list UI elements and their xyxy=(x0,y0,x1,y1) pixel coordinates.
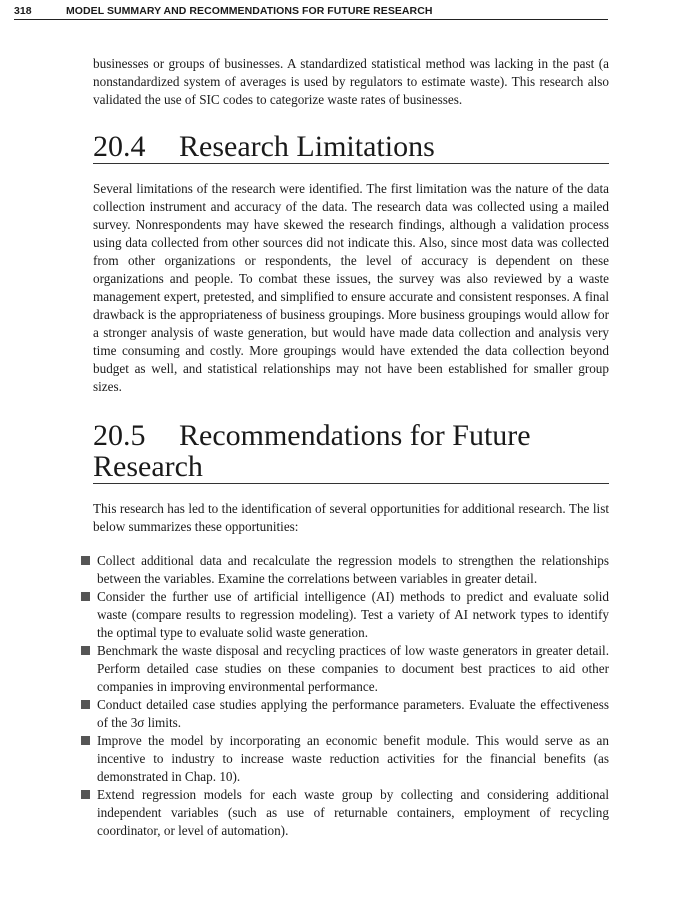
bullet-square-icon xyxy=(81,646,90,655)
section-number: 20.4 xyxy=(93,130,146,163)
list-item xyxy=(81,732,609,786)
page-content xyxy=(93,55,609,840)
running-header xyxy=(14,5,608,20)
section-heading-recommendations xyxy=(93,420,609,484)
section-number: 20.5 xyxy=(93,419,146,452)
list-item xyxy=(81,588,609,642)
intro-paragraph: businesses or groups of businesses. A standardized statistical method was lacking in the past (a nonstandardized system of averages is used by regulators to estimate waste). This research also validated the use of SIC codes to categorize waste rates of businesses. xyxy=(93,56,609,107)
list-item xyxy=(81,696,609,732)
section-title-line1: Recommendations for Future xyxy=(179,419,531,452)
bullet-square-icon xyxy=(81,736,90,745)
recommendations-list xyxy=(81,552,609,840)
list-item xyxy=(81,786,609,840)
list-item xyxy=(81,552,609,588)
bullet-square-icon xyxy=(81,790,90,799)
recommendations-intro: This research has led to the identification of several opportunities for additional research. The list below summarizes these opportunities: xyxy=(93,501,609,534)
bullet-square-icon xyxy=(81,700,90,709)
bullet-square-icon xyxy=(81,592,90,601)
bullet-square-icon xyxy=(81,556,90,565)
limitations-paragraph: Several limitations of the research were identified. The first limitation was the nature of the data collection instrument and accuracy of the data. The research data was collected using a mailed survey. Nonrespondents may have skewed the research findings, although a validation process using data collected from other sources did not indicate this. Also, since most data was collected from other organizations or respondents, the level of accuracy is dependent on these organizations and people. To combat these issues, the survey was also reviewed by a waste management expert, pretested, and simplified to ensure accurate and consistent responses. A final drawback is the appropriateness of business groupings. More business groupings would allow for a stronger analysis of waste generation, but would have made data collection and analysis very time consuming and costly. More groupings would have extended the data collection beyond budget as well, and statistical relationships may not have been established for smaller group sizes. xyxy=(93,181,609,394)
page-number: 318 xyxy=(14,5,32,17)
list-item xyxy=(81,642,609,696)
list-item-text: Extend regression models for each waste group by collecting and considering additional independent variables (such as use of returnable containers, employment of recycling coordinator, or level of automation). xyxy=(97,787,609,838)
section-heading-research-limitations xyxy=(93,131,609,164)
list-item-text: Conduct detailed case studies applying the performance parameters. Evaluate the effectiveness of the 3σ limits. xyxy=(97,697,609,730)
list-item-text: Collect additional data and recalculate the regression models to strengthen the relationships between the variables. Examine the correlations between variables in greater detail. xyxy=(97,553,609,586)
running-title: MODEL SUMMARY AND RECOMMENDATIONS FOR FUTURE RESEARCH xyxy=(66,5,433,17)
section-title-line2: Research xyxy=(93,450,203,483)
list-item-text: Improve the model by incorporating an economic benefit module. This would serve as an incentive to industry to increase waste reduction activities for the financial benefits (as demonstrated in Chap. 10). xyxy=(97,733,609,784)
list-item-text: Benchmark the waste disposal and recycling practices of low waste generators in greater detail. Perform detailed case studies on these companies to document best practices to aid other companies in improving environmental performance. xyxy=(97,643,609,694)
section-title: Research Limitations xyxy=(179,130,435,163)
list-item-text: Consider the further use of artificial intelligence (AI) methods to predict and evaluate solid waste (compare results to regression modeling). Test a variety of AI network types to identify the optimal type to evaluate solid waste generation. xyxy=(97,589,609,640)
